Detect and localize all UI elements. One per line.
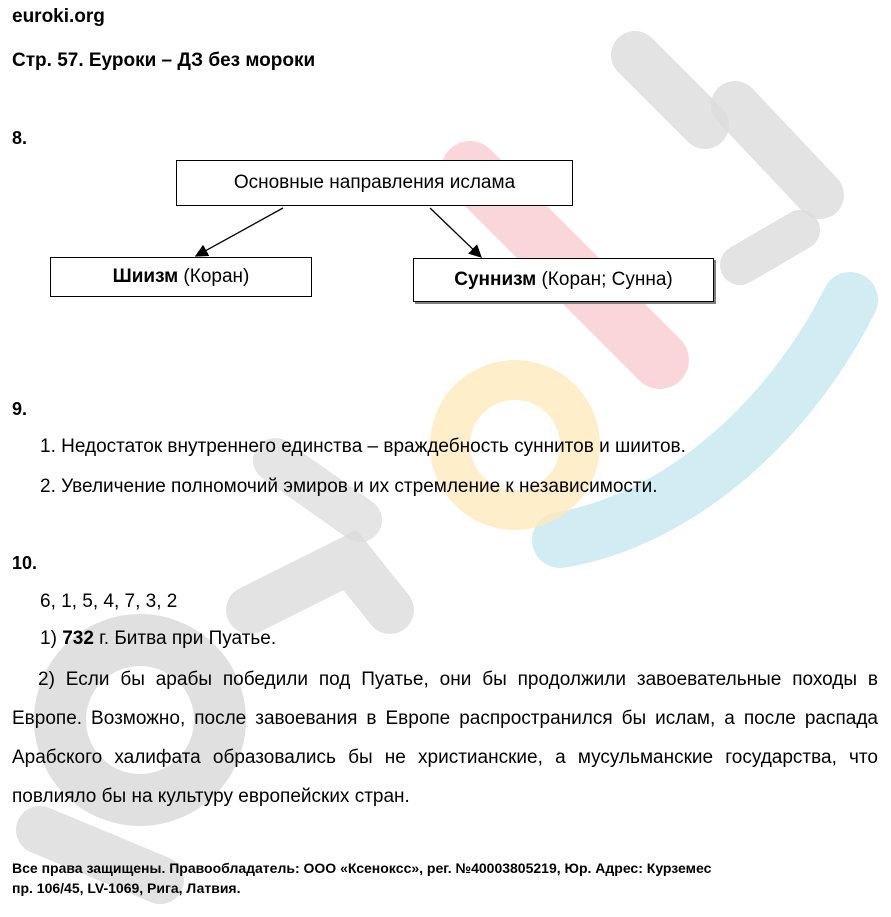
sunnism-sources: (Коран; Сунна) xyxy=(536,269,673,290)
answer-9-item-2: 2. Увеличение полномочий эмиров и их стремление к независимости. xyxy=(40,476,658,497)
shiism-sources: (Коран) xyxy=(178,266,250,287)
site-name: euroki.org xyxy=(12,6,105,27)
question-9-number: 9. xyxy=(12,399,28,419)
sunnism-title: Суннизм xyxy=(454,269,537,290)
question-10-number: 10. xyxy=(12,553,38,573)
answer-10-item-1-text: г. Битва при Пуатье. xyxy=(93,628,277,649)
footer-copyright xyxy=(12,858,882,898)
answer-9-item-1: 1. Недостаток внутреннего единства – враждебность суннитов и шиитов. xyxy=(40,436,686,457)
page-title: Стр. 57. Еуроки – ДЗ без мороки xyxy=(12,50,316,71)
answer-10-sequence: 6, 1, 5, 4, 7, 3, 2 xyxy=(40,591,178,612)
sunnism-box xyxy=(413,258,714,302)
question-8-number: 8. xyxy=(12,128,28,148)
arrow-to-shiism xyxy=(196,208,283,256)
footer-line-1: Все права защищены. Правообладатель: ООО «Ксенокcс», рег. №40003805219, Юр. Адрес: Курземес xyxy=(12,860,712,876)
answer-10-item-2: 2) Если бы арабы победили под Пуатье, они бы продолжили завоевательные походы в Европе. Возможно, после завоевания в Европе распространился бы ислам, а после распада Арабского халифата образовались бы не христианские, а мусульманские государства, что повлияло бы на культуру европейских стран. xyxy=(12,669,878,807)
answer-10-item-1-prefix: 1) xyxy=(40,628,63,649)
diagram-root-label: Основные направления ислама xyxy=(233,172,516,193)
shiism-box xyxy=(50,257,312,297)
arrow-to-sunnism xyxy=(430,208,481,257)
battle-year: 732 xyxy=(62,628,94,649)
shiism-title: Шиизм xyxy=(112,266,179,287)
footer-line-2: пр. 106/45, LV-1069, Рига, Латвия. xyxy=(12,880,241,896)
answer-10-item-1 xyxy=(40,628,276,650)
